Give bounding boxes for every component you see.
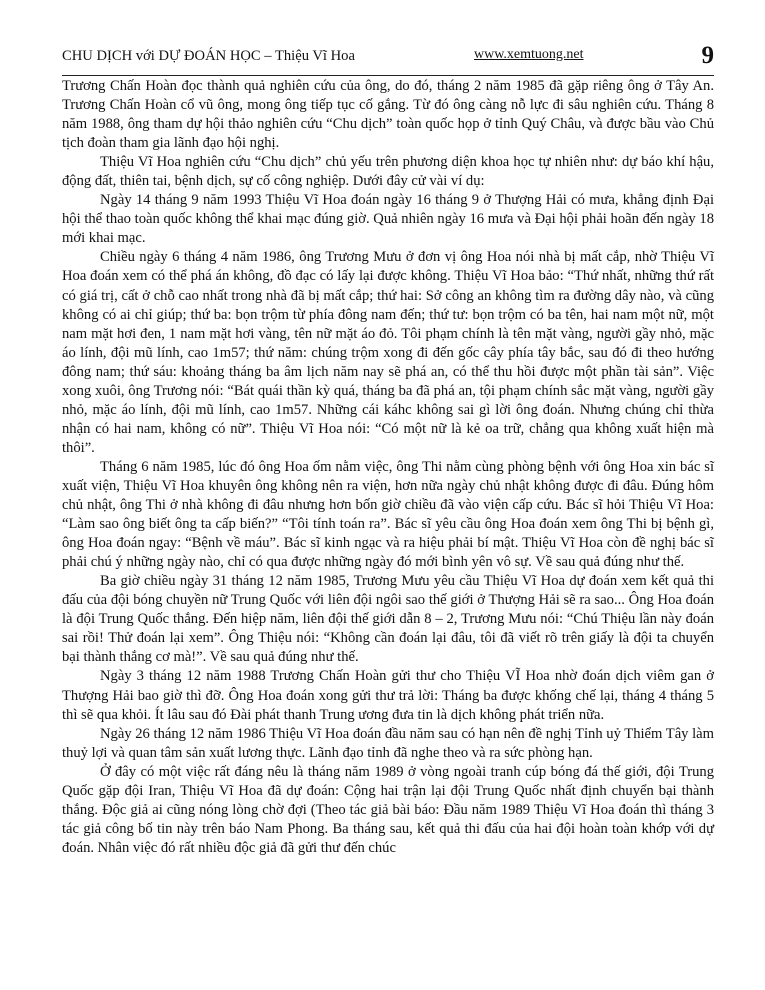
paragraph: Ba giờ chiều ngày 31 tháng 12 năm 1985, Trương Mưu yêu cầu Thiệu Vĩ Hoa dự đoán xem kết quả thi đấu của đội bóng chuyền nữ Trung Quốc với liên đội ngôi sao thế giới ở Thượng Hải sẽ ra sao... Ông Hoa đoán là đội Trung Quốc thắng. Đến hiệp năm, liên đội thế giới dẫn 8 – 2, Trương Mưu nói: “Chú Thiệu lần này đoán sai rồi! Thử đoán lại xem”. Ông Thiệu nói: “Không cần đoán lại đâu, tôi đã viết rõ trên giấy là đội ta chuyển bại thành thắng cơ mà!”. Về sau quả đúng như thế. [62, 573, 714, 666]
book-title: CHU DỊCH với DỰ ĐOÁN HỌC – Thiệu Vĩ Hoa [62, 48, 355, 64]
page-header [62, 42, 714, 76]
page-number: 9 [701, 42, 714, 69]
paragraph: Tháng 6 năm 1985, lúc đó ông Hoa ốm nằm việc, ông Thi nằm cùng phòng bệnh với ông Hoa xin bác sĩ xuất viện, Thiệu Vĩ Hoa khuyên ông không nên ra viện, hơn nữa ngày chủ nhật không được đi đâu. Đúng hôm chủ nhật, ông Thi ở nhà không đi đâu nhưng hơn bốn giờ chiều đã vào viện cấp cứu. Bác sĩ hỏi Thiệu Vĩ Hoa: “Làm sao ông biết ông ta cấp biến?” “Tôi tính toán ra”. Bác sĩ yêu cầu ông Hoa đoán xem ông Thi bị bệnh gì, ông Hoa đoán ngay: “Bệnh về máu”. Bác sĩ kinh ngạc và ra hiệu phải bí mật. Thiệu Vĩ Hoa còn đề nghị bác sĩ phải chú ý những ngày nào, chỉ có qua được những ngày đó mới bình yên vô sự. Về sau quả đúng như thế. [62, 458, 714, 571]
paragraph: Trương Chấn Hoàn đọc thành quả nghiên cứu của ông, do đó, tháng 2 năm 1985 đã gặp riêng ông ở Tây An. Trương Chấn Hoàn cổ vũ ông, mong ông tiếp tục cố gắng. Từ đó ông càng nỗ lực đi sâu nghiên cứu. Tháng 8 năm 1988, ông tham dự hội thảo nghiên cứu “Chu dịch” toàn quốc họp ở tỉnh Quý Châu, và được bầu vào Chủ tịch đoàn tham gia lãnh đạo hội nghị. [62, 78, 714, 152]
website-link[interactable]: www.xemtuong.net [474, 47, 584, 62]
body-text [62, 77, 714, 858]
paragraph: Ngày 14 tháng 9 năm 1993 Thiệu Vĩ Hoa đoán ngày 16 tháng 9 ở Thượng Hải có mưa, khẳng định Đại hội thể thao toàn quốc không thể khai mạc đúng giờ. Quả nhiên ngày 16 mưa và Đại hội phải hoãn đến ngày 18 mới khai mạc. [62, 192, 714, 247]
header-divider [62, 75, 714, 76]
paragraph: Ở đây có một việc rất đáng nêu là tháng năm 1989 ở vòng ngoài tranh cúp bóng đá thế giới, đội Trung Quốc gặp đội Iran, Thiệu Vĩ Hoa đã dự đoán: Cộng hai trận lại đội Trung Quốc nhất định chuyển bại thành thắng. Độc giả ai cũng nóng lòng chờ đợi (Theo tác giả bài báo: Đầu năm 1989 Thiệu Vĩ Hoa đoán thì tháng 3 tác giả công bố tin này trên báo Nam Phong. Ba tháng sau, kết quả thi đấu của hai đội hoàn toàn khớp với dự đoán. Nhân việc đó rất nhiều độc giả đã gửi thư đến chúc [62, 763, 714, 856]
paragraph: Ngày 3 tháng 12 năm 1988 Trương Chấn Hoàn gửi thư cho Thiệu VĨ Hoa nhờ đoán dịch viêm gan ở Thượng Hải bao giờ thì đỡ. Ông Hoa đoán xong gửi thư trả lời: Tháng ba được khống chế lại, tháng 4 tháng 5 thì sẽ qua khỏi. Ít lâu sau đó Đài phát thanh Trung ương đưa tin là dịch không phát triển nữa. [62, 668, 714, 723]
paragraph: Thiệu Vĩ Hoa nghiên cứu “Chu dịch” chủ yếu trên phương diện khoa học tự nhiên như: dự báo khí hậu, động đất, thiên tai, bệnh dịch, sự cố công nghiệp. Dưới đây cử vài ví dụ: [62, 154, 714, 190]
paragraph: Chiều ngày 6 tháng 4 năm 1986, ông Trương Mưu ở đơn vị ông Hoa nói nhà bị mất cắp, nhờ Thiệu Vĩ Hoa đoán xem có thể phá án không, đồ đạc có lấy lại được không. Thiệu Vĩ Hoa bảo: “Thứ nhất, những thứ rất có giá trị, cất ở chỗ cao nhất trong nhà đã bị mất cắp; thứ hai: Sở công an không tìm ra đường dây nào, và cũng không có ai chỉ giúp; thứ ba: bọn trộm từ phía đông nam đến; thứ tư: bọn trộm có ba tên, hai nam một nữ, một nam mặt hơi đen, 1 nam mặt hơi vàng, tên nữ mặt áo đỏ. Tôi phạm chính là tên mặt vàng, người gầy nhỏ, mặc áo lính, đội mũ lính, cao 1m57; thứ năm: chúng trộm xong đi đến gốc cây phía tây bắc, sau đó đi theo hướng đông nam; thứ sáu: khoảng tháng ba âm lịch năm nay sẽ phá an, có thể thu hồi được một phần tài sản”. Việc xong xuôi, ông Trương nói: “Bát quái thần kỳ quá, tháng ba đã phá an, tội phạm chính sắc mặt vàng, người gầy nhỏ, mặc áo lính, đội mũ lính, cao 1m57. Những cái káhc không sai gì lời ông đoán. Nhưng chúng chỉ thừa nhận có hai nam, không có nữ”. Thiệu Vĩ Hoa nói: “Có một nữ là kẻ oa trữ, chẳng qua không xuất hiện mà thôi”. [62, 249, 714, 456]
paragraph: Ngày 26 tháng 12 năm 1986 Thiệu Vĩ Hoa đoán đầu năm sau có hạn nên đề nghị Tỉnh uỷ Thiểm Tây làm thuỷ lợi và quan tâm sản xuất lương thực. Lãnh đạo tỉnh đã nghe theo và ra sức phòng hạn. [62, 725, 714, 761]
